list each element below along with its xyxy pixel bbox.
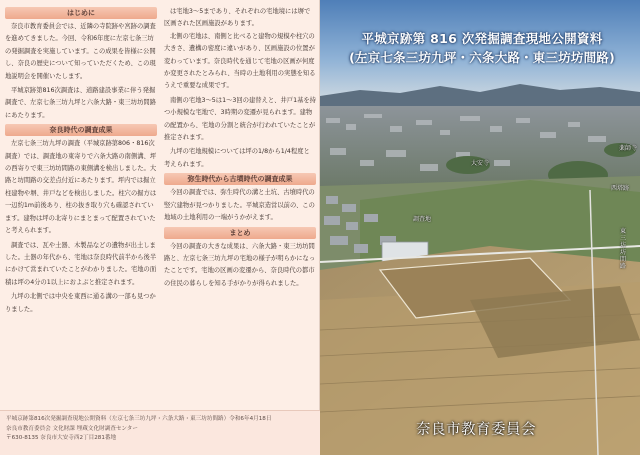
section-heading: 弥生時代から古墳時代の調査成果 xyxy=(164,173,316,185)
colophon-title: 平城京跡第816次発掘調査現地公開資料（左京七条三坊九坪・六条大路・東三坊坊間路）令和6年4月18日 xyxy=(6,416,272,422)
colophon-publisher: 奈良市教育委員会 文化財課 埋蔵文化財調査センター xyxy=(6,425,138,432)
body-paragraph: 今回の調査では、弥生時代の溝と土坑、古墳時代の竪穴建物が見つかりました。平城京造営以前の、この地域の土地利用の一端がうかがえます。 xyxy=(164,189,315,222)
body-paragraph: 九坪の宅地規模については坪の1/8から1/4程度と考えられます。 xyxy=(164,148,310,168)
body-paragraph: 今回の調査の大きな成果は、六条大路・東三坊坊間路と、左京七条三坊九坪の宅地の様子が明らかになったことです。宅地の区画の変遷から、奈良時代の都市の住民の暮らしを知る手がかりが得られました。 xyxy=(164,242,316,287)
photo-title-line2: (左京七条三坊九坪・六条大路・東三坊坊間路) xyxy=(349,50,615,65)
body-paragraph: 平城京跡第816次調査は、道路建設事業に伴う発掘調査で、左京七条三坊九坪と六条大路・東三坊坊間路にあたります。 xyxy=(5,87,156,119)
body-paragraph: 北側の宅地は、南側と比べると建物の規模や柱穴の大きさ、遺構の密度に違いがあり、区画施設の位置が変わっています。奈良時代を通じて宅地の区画が何度か変更されたとみられ、当時の土地利用の実態を知るうえで重要な成果です。 xyxy=(164,32,316,90)
label-yakushiji: 薬師寺 xyxy=(619,145,638,152)
section-heading: まとめ xyxy=(164,227,316,239)
label-road: 東三坊坊間路 xyxy=(619,228,626,270)
label-site: 調査地 xyxy=(413,216,432,223)
aerial-photo-panel xyxy=(320,0,640,455)
photo-title-line1: 平城京跡第 816 次発掘調査現地公開資料 xyxy=(361,31,603,46)
photo-title xyxy=(334,30,630,68)
body-paragraph: は宅地3〜5まであり、それぞれの宅地境には塀で区画された区画施設があります。 xyxy=(164,8,311,28)
body-paragraph: 左京七条三坊九坪の調査（平城京跡第806・816次調査）では、調査地の東寄りで六条大路の南側溝、坪の西寄りで東三坊坊間路の東側溝を検出しました。大路と坊間路の交差点付近にあたります。坪内では掘立柱建物や塀、井戸などを検出しました。柱穴の掘方は一辺約1m前後あり、柱の抜き取り穴も確認されています。建物は坪の北寄りにまとまって配置されていたと考えられます。 xyxy=(5,140,157,235)
text-column-left xyxy=(5,6,157,411)
label-daianji: 大安寺 xyxy=(471,160,490,167)
section-heading: はじめに xyxy=(5,7,157,19)
label-west-pagoda: 西塔跡 xyxy=(611,185,630,192)
body-paragraph: 奈良市教育委員会では、近隣の寺院跡や宮跡の調査を進めてきました。今回、令和6年度に左京七条三坊の発掘調査を実施しています。この成果を皆様に公開し、奈良の歴史について知っていただくため、この現地説明会を開催いたします。 xyxy=(5,23,156,80)
section-heading: 奈良時代の調査成果 xyxy=(5,124,157,136)
colophon-address: 〒630-8135 奈良市大安寺西2丁目281番地 xyxy=(6,435,117,441)
text-column-right xyxy=(164,6,316,411)
colophon xyxy=(0,410,320,455)
aerial-photo xyxy=(320,0,640,455)
body-paragraph: 南側の宅地3〜5は1〜3回の建替えと、井戸1基を持つ小規模な宅地で、3時期の変遷が見られます。建物の配置から、宅地の分割と統合が行われていたことが推定されます。 xyxy=(164,96,316,142)
body-paragraph: 九坪の北側では中央を東西に通る溝の一部も見つかりました。 xyxy=(5,293,156,313)
body-paragraph: 調査では、瓦や土器、木製品などの遺物が出土しました。土器の年代から、宅地は奈良時代前半から後半にかけて営まれていたことがわかりました。宅地の面積は坪の4分の1以上におよぶと推定されます。 xyxy=(5,241,157,286)
issuing-organization: 奈良市教育委員会 xyxy=(416,422,536,438)
